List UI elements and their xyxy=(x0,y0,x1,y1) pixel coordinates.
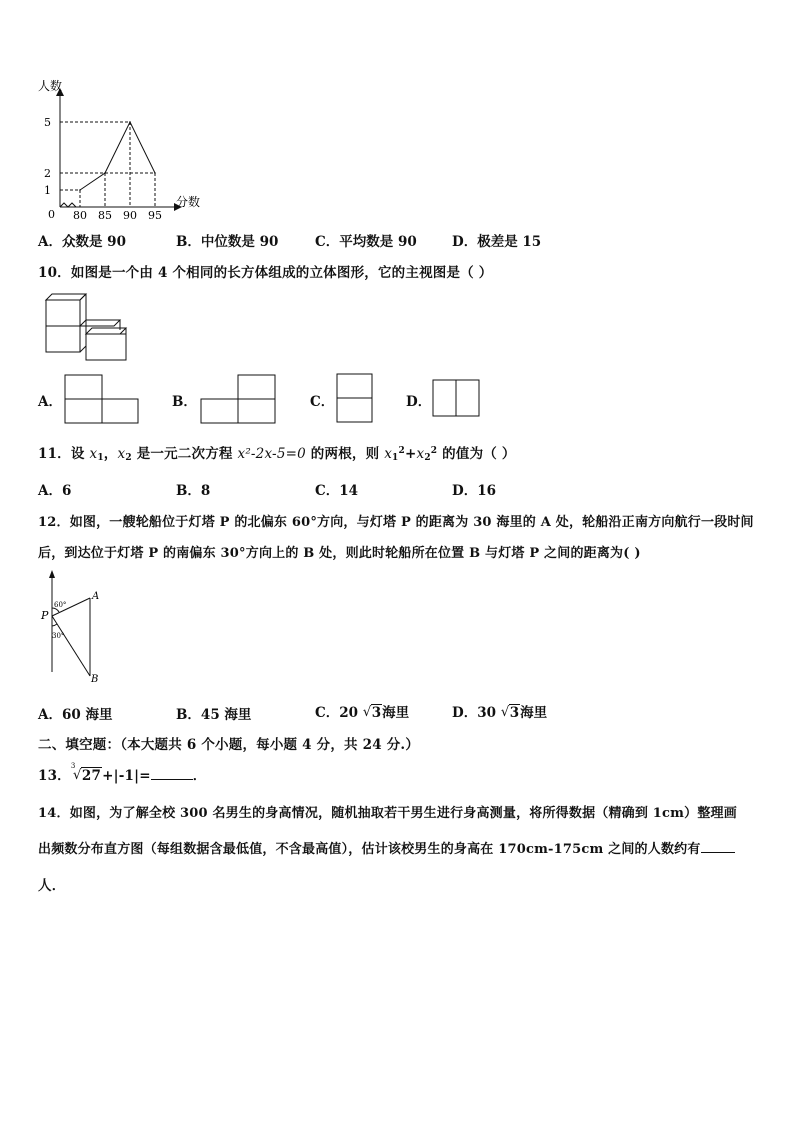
q10-option-d-label: D． xyxy=(406,394,432,410)
q12-option-d-sqrt: √ 3 xyxy=(500,704,520,721)
q13-answer-blank[interactable] xyxy=(151,767,193,780)
q12-option-d: D．30 √ 3海里 xyxy=(452,704,548,721)
q9-chart-svg xyxy=(30,72,220,222)
q11-stem: 11．设 $x_1$，$x_2$ 是一元二次方程 x²-2x-5=0 的两根，则 $x_1^2+x_2^2$ 的值为（ ） xyxy=(38,446,516,463)
x-tick-label: 85 xyxy=(98,209,112,222)
q10-option-c-label: C． xyxy=(310,394,335,410)
q12-option-a: A．60 海里 xyxy=(38,707,113,723)
q10-option-b-svg xyxy=(200,374,278,426)
q9-option-c: C．平均数是 90 xyxy=(315,234,417,250)
q12-angle-30: 30° xyxy=(52,632,65,640)
q12-option-c-sqrt: √ 3 xyxy=(362,704,382,721)
y-tick-label: 1 xyxy=(44,184,51,197)
q14-stem-line2: 出频数分布直方图（每组数据含最低值，不含最高值），估计该校男生的身高在 170cm-175cm 之间的人数约有 xyxy=(38,838,735,857)
q12-figure-svg xyxy=(38,568,118,688)
x-axis-label: 分数 xyxy=(176,195,201,209)
q14-stem-line1: 14．如图，为了解全校 300 名男生的身高情况，随机抽取若干男生进行身高测量，将所得数据（精确到 1cm）整理画 xyxy=(38,806,737,821)
axis-break xyxy=(60,203,76,207)
y-tick-label: 2 xyxy=(44,167,51,180)
q11-equation: x²-2x-5=0 xyxy=(237,446,306,462)
q12-stem-line2: 后，到达位于灯塔 P 的南偏东 30°方向上的 B 处，则此时轮船所在位置 B 与灯塔 P 之间的距离为( ) xyxy=(38,546,641,561)
q14-stem-line3: 人． xyxy=(38,878,66,894)
q10-option-b-label: B． xyxy=(172,394,197,410)
q9-option-a: A．众数是 90 xyxy=(38,234,126,250)
origin-label: 0 xyxy=(48,208,55,221)
q12-stem-line1: 12．如图，一艘轮船位于灯塔 P 的北偏东 60°方向，与灯塔 P 的距离为 30 海里的 A 处，轮船沿正南方向航行一段时间 xyxy=(38,515,754,530)
q10-solid-figure xyxy=(40,292,132,366)
q12-label-p: P xyxy=(41,609,49,622)
q12-label-a: A xyxy=(92,591,100,602)
q10-option-d-svg xyxy=(432,379,482,419)
x-tick-label: 95 xyxy=(148,209,162,222)
q9-option-b: B．中位数是 90 xyxy=(176,234,279,250)
q9-option-d: D．极差是 15 xyxy=(452,234,542,250)
y-tick-label: 5 xyxy=(44,116,51,129)
q10-solid-svg xyxy=(40,292,132,362)
q10-option-b-figure[interactable] xyxy=(200,374,278,430)
q11-option-b: B．8 xyxy=(176,483,211,499)
q11-option-a: A．6 xyxy=(38,483,72,499)
x-tick-label: 90 xyxy=(123,209,137,222)
q11-option-c: C．14 xyxy=(315,483,359,499)
q9-chart xyxy=(30,72,220,222)
q12-figure xyxy=(38,568,118,692)
q10-option-d-figure[interactable] xyxy=(432,379,482,423)
data-point xyxy=(154,172,156,174)
q10-option-c-svg xyxy=(336,373,374,425)
q14-answer-blank[interactable] xyxy=(701,840,735,853)
data-point xyxy=(104,172,106,174)
data-point xyxy=(79,189,81,191)
series-line xyxy=(80,122,155,190)
y-axis-label: 人数 xyxy=(38,79,63,93)
q10-stem: 10．如图是一个由 4 个相同的长方体组成的立体图形，它的主视图是（ ） xyxy=(38,265,493,281)
q12-angle-60: 60° xyxy=(54,601,67,609)
q10-option-a-figure[interactable] xyxy=(64,374,140,430)
data-point xyxy=(129,121,131,123)
q12-option-c: C．20 √ 3海里 xyxy=(315,704,410,721)
q13-cube-root: 3 √ 27 xyxy=(70,762,102,784)
section2-title: 二、填空题：（本大题共 6 个小题，每小题 4 分，共 24 分.） xyxy=(38,737,420,753)
q10-option-a-svg xyxy=(64,374,140,426)
x-tick-label: 80 xyxy=(73,209,87,222)
q13-stem: 13． 3 √ 27+|-1|= ． xyxy=(38,762,207,784)
q10-option-a-label: A． xyxy=(38,394,62,410)
q11-option-d: D．16 xyxy=(452,483,497,499)
q10-option-c-figure[interactable] xyxy=(336,373,374,429)
q12-option-b: B．45 海里 xyxy=(176,707,252,723)
q12-label-b: B xyxy=(91,674,99,685)
